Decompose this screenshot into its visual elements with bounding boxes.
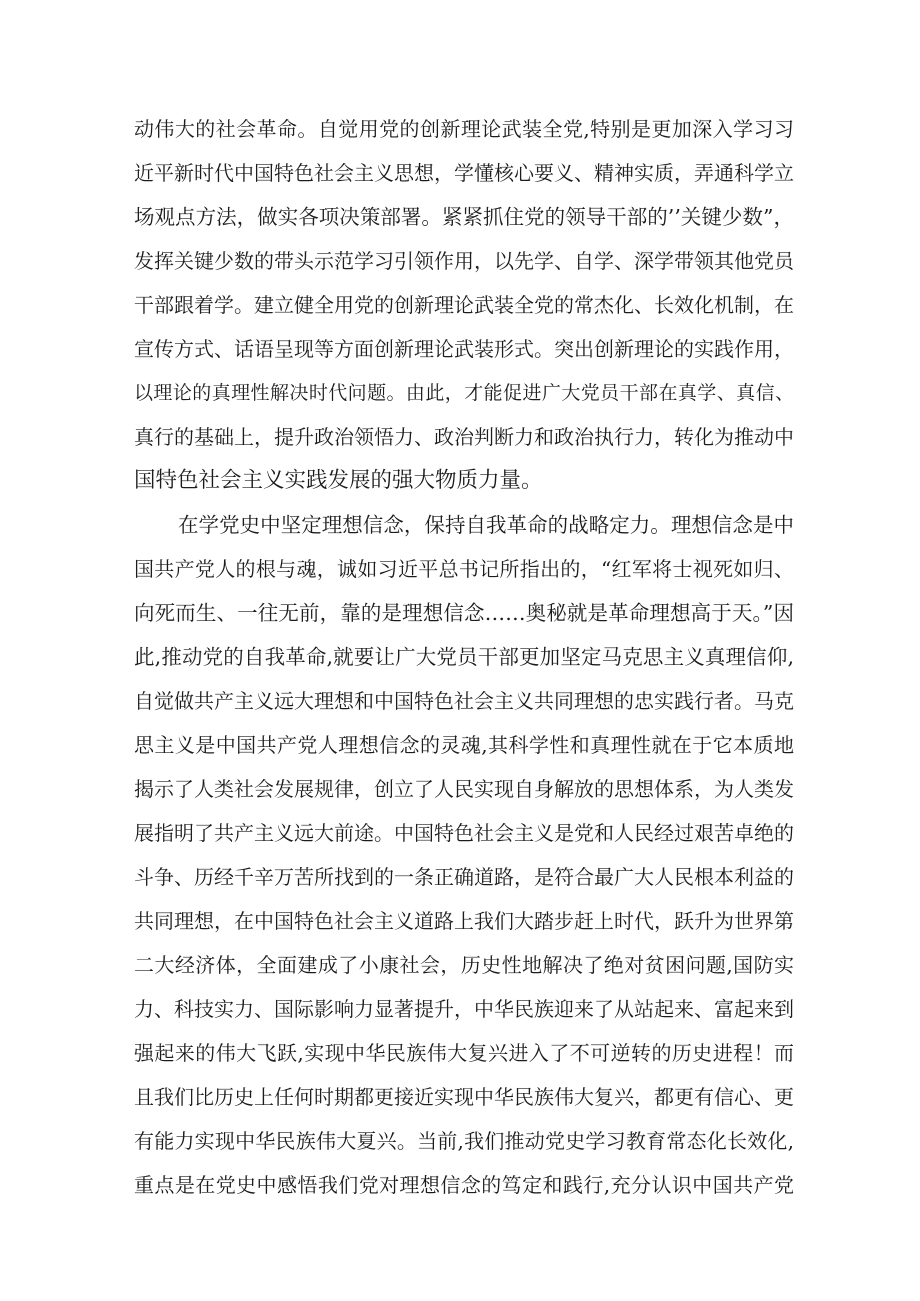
text-line: 向死而生、一往无前，靠的是理想信念……奥秘就是革命理想高于天。”因: [134, 601, 794, 625]
text-line: 自觉做共产主义远大理想和中国特色社会主义共同理想的忠实践行者。马克: [134, 689, 794, 713]
text-line: 动伟大的社会革命。自觉用党的创新理论武装全党,特别是更加深入学习习: [134, 117, 794, 141]
text-line: 宣传方式、话语呈现等方面创新理论武装形式。突出创新理论的实践作用，: [134, 337, 794, 361]
text-line: 近平新时代中国特色社会主义思想，学懂核心要义、精神实质，弄通科学立: [134, 161, 794, 185]
text-line: 强起来的伟大飞跃,实现中华民族伟大复兴进入了不可逆转的历史进程！而: [134, 1041, 794, 1065]
text-line: 在学党史中坚定理想信念，保持自我革命的战略定力。理想信念是中: [178, 513, 794, 537]
text-line: 展指明了共产主义远大前途。中国特色社会主义是党和人民经过艰苦卓绝的: [134, 821, 794, 845]
text-line: 真行的基础上，提升政治领悟力、政治判断力和政治执行力，转化为推动中: [134, 425, 794, 449]
text-line: 国特色社会主义实践发展的强大物质力量。: [134, 468, 543, 493]
text-line: 思主义是中国共产党人理想信念的灵魂,其科学性和真理性就在于它本质地: [134, 733, 794, 757]
text-line: 且我们比历史上任何时期都更接近实现中华民族伟大复兴，都更有信心、更: [134, 1085, 794, 1109]
text-line: 斗争、历经千辛万苦所找到的一条正确道路，是符合最广大人民根本利益的: [134, 865, 794, 889]
text-line: 揭示了人类社会发展规律，创立了人民实现自身解放的思想体系，为人类发: [134, 777, 794, 801]
text-line: 有能力实现中华民族伟大夏兴。当前,我们推动党史学习教育常态化长效化,: [134, 1129, 794, 1153]
text-line: 重点是在党史中感悟我们党对理想信念的笃定和践行,充分认识中国共产党: [134, 1173, 794, 1197]
text-line: 力、科技实力、国际影响力显著提升，中华民族迎来了从站起来、富起来到: [134, 997, 794, 1021]
text-line: 干部跟着学。建立健全用党的创新理论武装全党的常杰化、长效化机制，在: [134, 293, 794, 317]
text-line: 发挥关键少数的带头示范学习引领作用，以先学、自学、深学带领其他党员: [134, 249, 794, 273]
text-line: 共同理想，在中国特色社会主义道路上我们大踏步赶上时代，跃升为世界第: [134, 909, 794, 933]
text-line: 二大经济体，全面建成了小康社会，历史性地解决了绝对贫困问题,国防实: [134, 953, 794, 977]
text-line: 国共产党人的根与魂，诚如习近平总书记所指出的，“红军将士视死如归、: [134, 557, 794, 581]
text-line: 此,推动党的自我革命,就要让广大党员干部更加坚定马克思主义真理信仰,: [134, 645, 794, 669]
text-line: 场观点方法，做实各项决策部署。紧紧抓住党的领导干部的’’关键少数”，: [134, 205, 794, 229]
text-line: 以理论的真理性解决时代问题。由此，才能促进广大党员干部在真学、真信、: [134, 382, 794, 404]
